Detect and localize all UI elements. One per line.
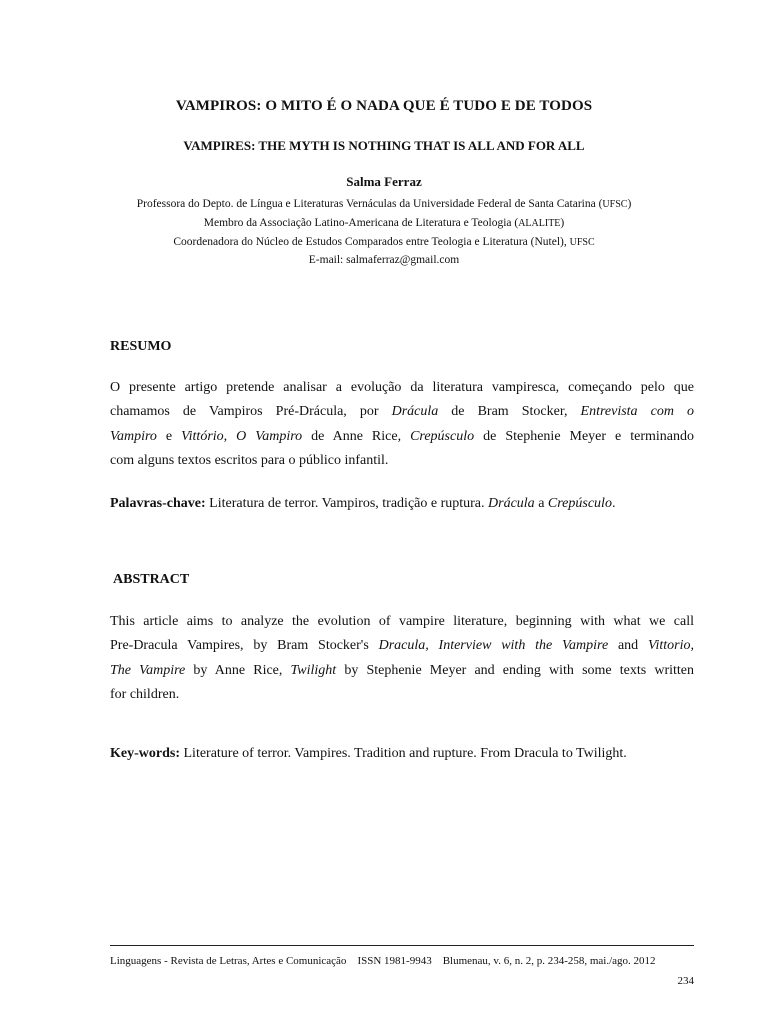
resumo-line-2: chamamos de Vampiros Pré-Drácula, por Drácula de Bram Stocker, Entrevista com o <box>110 404 694 420</box>
abstract-paragraph <box>110 610 694 707</box>
title-english: VAMPIRES: THE MYTH IS NOTHING THAT IS ALL AND FOR ALL <box>183 138 585 153</box>
title-portuguese: VAMPIROS: O MITO É O NADA QUE É TUDO E DE TODOS <box>175 98 593 114</box>
resumo-line-3: Vampiro e Vittório, O Vampiro de Anne Rice, Crepúsculo de Stephenie Meyer e terminando <box>110 428 695 444</box>
footer-volume: Blumenau, v. 6, n. 2, p. 234-258, mai./ago. 2012 <box>442 955 656 967</box>
author-email: E-mail: salmaferraz@gmail.com <box>308 254 460 266</box>
footer-issn: ISSN 1981-9943 <box>357 955 432 967</box>
resumo-heading: RESUMO <box>110 339 172 354</box>
footer-journal: Linguagens - Revista de Letras, Artes e Comunicação <box>110 955 347 967</box>
abstract-line-2: Pre-Dracula Vampires, by Bram Stocker's Dracula, Interview with the Vampire and Vittorio, <box>110 638 694 654</box>
resumo-line-1: O presente artigo pretende analisar a evolução da literatura vampiresca, começando pelo que <box>110 380 694 395</box>
abstract-line-4: for children. <box>110 686 180 702</box>
page-number: 234 <box>677 975 694 987</box>
affiliation-line-3: Coordenadora do Núcleo de Estudos Comparados entre Teologia e Literatura (Nutel), UFSC <box>173 236 595 248</box>
footer-citation <box>110 955 694 967</box>
author-name: Salma Ferraz <box>346 174 422 189</box>
abstract-heading: ABSTRACT <box>113 572 190 587</box>
resumo-paragraph <box>110 376 694 473</box>
affiliation-line-2: Membro da Associação Latino-Americana de Literatura e Teologia (ALALITE) <box>203 217 565 229</box>
abstract-line-1: This article aims to analyze the evolution of vampire literature, beginning with what we call <box>110 614 694 629</box>
abstract-line-3: The Vampire by Anne Rice, Twilight by Stephenie Meyer and ending with some texts written <box>110 662 694 678</box>
footer-divider <box>110 945 694 946</box>
palavras-chave: Palavras-chave: Literatura de terror. Vampiros, tradição e ruptura. Drácula a Crepúsculo. <box>110 496 616 511</box>
affiliation-line-1: Professora do Depto. de Língua e Literaturas Vernáculas da Universidade Federal de Santa Catarina (UFSC) <box>136 198 632 210</box>
resumo-line-4: com alguns textos escritos para o público infantil. <box>110 452 389 468</box>
key-words: Key-words: Literature of terror. Vampires. Tradition and rupture. From Dracula to Twilight. <box>110 746 627 761</box>
